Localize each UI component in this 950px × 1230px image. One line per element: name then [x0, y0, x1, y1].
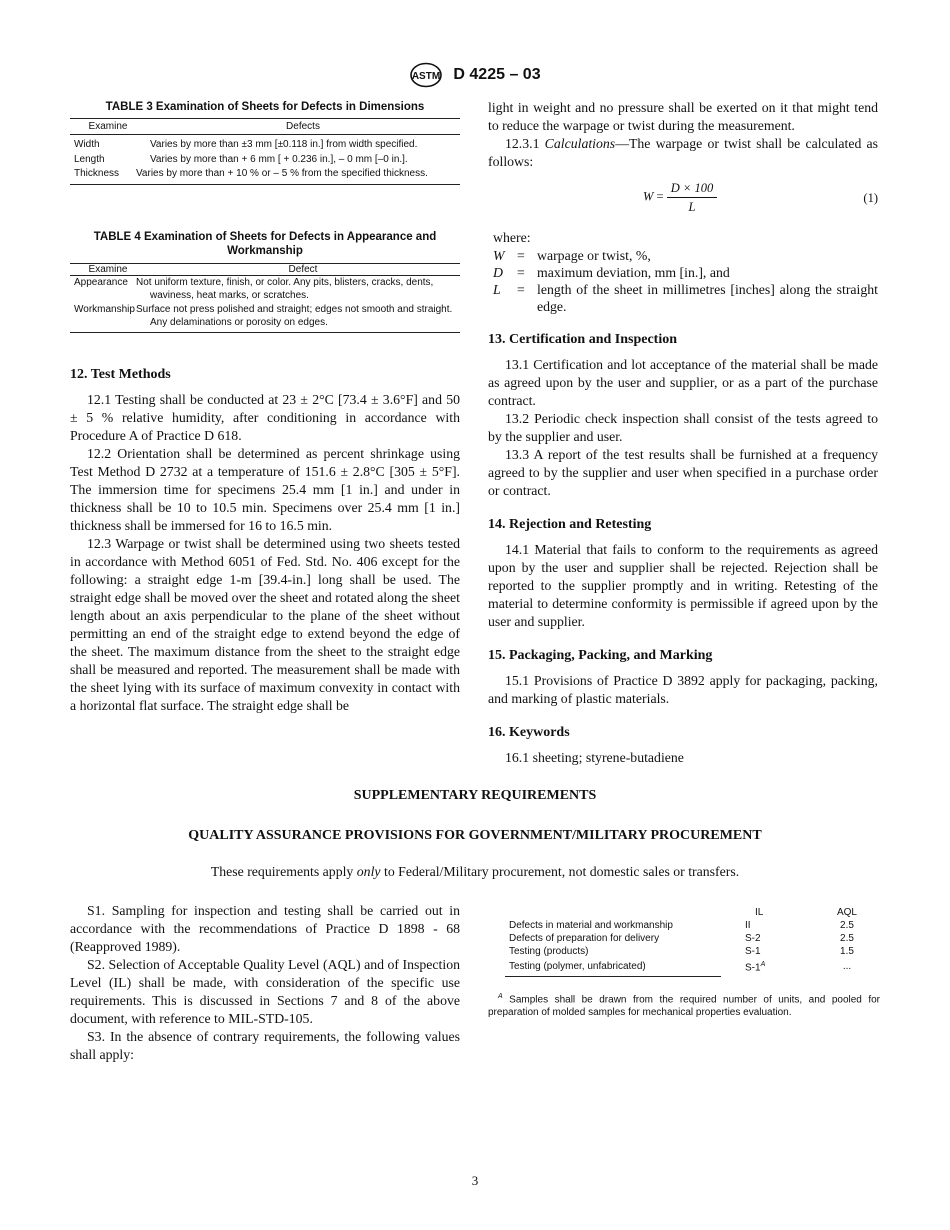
table-cell: Varies by more than + 10 % or – 5 % from the specified thickness.: [136, 168, 428, 179]
table3: [70, 100, 460, 185]
table-cell: Varies by more than + 6 mm [ + 0.236 in.], – 0 mm [–0 in.].: [150, 153, 408, 165]
where-label: where:: [493, 230, 531, 245]
section-15-heading: 15. Packaging, Packing, and Marking: [488, 648, 713, 663]
paragraph-13-1: 13.1 Certification and lot acceptance of the material shall be made as agreed upon by the user and supplier, or as a part of the purchase contract.: [488, 357, 878, 408]
supplementary-subtitle: QUALITY ASSURANCE PROVISIONS FOR GOVERNMENT/MILITARY PROCUREMENT: [188, 828, 762, 843]
table-cell: Workmanship: [74, 304, 135, 315]
paragraph-12-3-cont: light in weight and no pressure shall be exerted on it that might tend to reduce the warpage or twist during the measurement.: [488, 100, 878, 133]
footnote-ref: A: [760, 961, 766, 968]
paragraph-12-2: 12.2 Orientation shall be determined as percent shrinkage using Test Method D 2732 at a temperature of 151.6 ± 2.8°C [305 ± 5°F]. The immersion time for specimens 25.4 mm [1 in.] and under in thickness shall be 10 to 10.5 min. Specimens over 25.4 mm [1 in.] thickness shall be immersed for 16 to 16.5 min.: [70, 446, 460, 533]
table-row: Testing (products) S-1 1.5: [509, 946, 854, 957]
paragraph-15-1: 15.1 Provisions of Practice D 3892 apply for packaging, packing, and marking of plastic materials.: [488, 673, 878, 706]
supplementary-note: These requirements apply only to Federal/Military procurement, not domestic sales or transfers.: [210, 864, 740, 879]
supplementary-left: [70, 902, 460, 1064]
eq-numerator: D × 100: [667, 179, 717, 198]
table-row: Defects of preparation for delivery S-2 2.5: [509, 933, 854, 944]
section-12: [70, 366, 460, 715]
table-row: Testing (polymer, unfabricated) $S-1^A$ ...: [509, 960, 852, 974]
right-column: [488, 99, 878, 767]
eq-fraction: [667, 179, 717, 216]
note-emphasis: only: [356, 864, 381, 879]
table-row: Defects in material and workmanship II 2.5: [509, 920, 854, 931]
qa-footnote: $^A$ Samples shall be drawn from the required number of units, and pooled for preparation of molded samples for mechanical properties evaluation.: [488, 993, 881, 1019]
calculations-title: Calculations: [544, 136, 616, 151]
paragraph-14-1: 14.1 Material that fails to conform to the requirements as agreed upon by the user and supplier shall be rejected. Rejection shall be reported to the supplier promptly and in writing. Retesting of the material to determine conformity is permissible if agreed upon by the user and supplier.: [488, 542, 878, 629]
page-header: [0, 62, 950, 88]
paragraph-s3: S3. In the absence of contrary requirements, the following values shall apply:: [70, 1029, 460, 1062]
equation-1: W = $\frac{D \times 100}{L}$ (1): [643, 181, 878, 214]
table3-caption: TABLE 3 Examination of Sheets for Defects in Dimensions: [105, 101, 425, 113]
paragraph-12-3-1: 12.3.1 Calculations—The warpage or twist shall be calculated as follows:: [488, 136, 878, 169]
table4-col-defect: Defect: [146, 264, 460, 276]
table4-col-examine: Examine: [70, 264, 146, 276]
paragraph-13-3: 13.3 A report of the test results shall be furnished at a frequency agreed to by the supplier and user when specified in a purchase order or contract.: [488, 447, 878, 498]
supplementary-title: SUPPLEMENTARY REQUIREMENTS: [353, 788, 597, 803]
section-13-heading: 13. Certification and Inspection: [488, 332, 677, 347]
svg-text:ASTM: ASTM: [412, 71, 441, 82]
table-cell: Surface not press polished and straight; edges not smooth and straight. Any delaminations or porosity on edges.: [136, 304, 453, 328]
designation: D 4225 – 03: [453, 66, 541, 83]
definition-row: W = warpage or twist, %,: [493, 248, 651, 263]
definition-row: D = maximum deviation, mm [in.], and: [493, 265, 730, 280]
astm-logo-icon: [409, 62, 443, 88]
table3-col-defects: Defects: [146, 119, 460, 135]
eq-denominator: L: [688, 200, 696, 214]
qa-col-aql: AQL: [836, 907, 857, 918]
definition-row: L = length of the sheet in millimetres [inches] along the straight edge.: [493, 282, 878, 314]
qa-table: [505, 906, 865, 977]
table-cell: Varies by more than ±3 mm [±0.118 in.] from width specified.: [150, 139, 418, 150]
section-16-heading: 16. Keywords: [488, 725, 570, 740]
eq-label: (1): [863, 191, 878, 205]
page-number: 3: [471, 1173, 479, 1188]
section-14-heading: 14. Rejection and Retesting: [488, 517, 652, 532]
paragraph-13-2: 13.2 Periodic check inspection shall consist of the tests agreed to by the supplier and user.: [488, 411, 878, 444]
table3-col-examine: Examine: [70, 119, 146, 135]
section-12-heading: 12. Test Methods: [70, 367, 171, 382]
paragraph-s1: S1. Sampling for inspection and testing shall be carried out in accordance with the recommendations of Practice D 1898 - 68 (Reapproved 1989).: [70, 903, 460, 954]
qa-table-rule: [505, 976, 721, 977]
paragraph-12-3: 12.3 Warpage or twist shall be determined using two sheets tested in accordance with Method 6051 of Fed. Std. No. 406 except for the following: a straight edge 1-m [39.4-in.] long shall be used. The straight edge shall be moved over the sheet and rotated along the sheet length about an axis perpendicular to the plane of the sheet without permitting an end of the straight edge to extend beyond the edge of the sheet. The maximum distance from the sheet to the straight edge shall be measured and reported. The measurement shall be made with the sheet lying with its surface of maximum convexity in contact with a horizontal flat surface. The straight edge shall be: [70, 536, 460, 713]
paragraph-12-1: 12.1 Testing shall be conducted at 23 ± 2°C [73.4 ± 3.6°F] and 50 ± 5 % relative humidity, after conditioning in accordance with Procedure A of Practice D 618.: [70, 392, 460, 443]
variable-definitions: [488, 247, 878, 315]
paragraph-16-1: 16.1 sheeting; styrene-butadiene: [505, 750, 684, 765]
eq-lhs: W: [643, 189, 654, 204]
paragraph-s2: S2. Selection of Acceptable Quality Level (AQL) and of Inspection Level (IL) shall be made, with consideration of the specific use requirements. This is discussed in Sections 7 and 8 of the above document, with reference to MIL-STD-105.: [70, 957, 460, 1026]
table4: [70, 230, 460, 333]
qa-col-il: IL: [755, 907, 764, 918]
table-cell: Appearance: [74, 277, 128, 288]
table-cell: Thickness: [74, 168, 120, 179]
table-cell: Not uniform texture, finish, or color. Any pits, blisters, cracks, dents, waviness, heat marks, or scratches.: [136, 277, 434, 301]
table-cell: Length: [74, 153, 105, 165]
table4-caption: TABLE 4 Examination of Sheets for Defects in Appearance and Workmanship: [93, 231, 437, 257]
table-cell: Width: [74, 139, 100, 150]
